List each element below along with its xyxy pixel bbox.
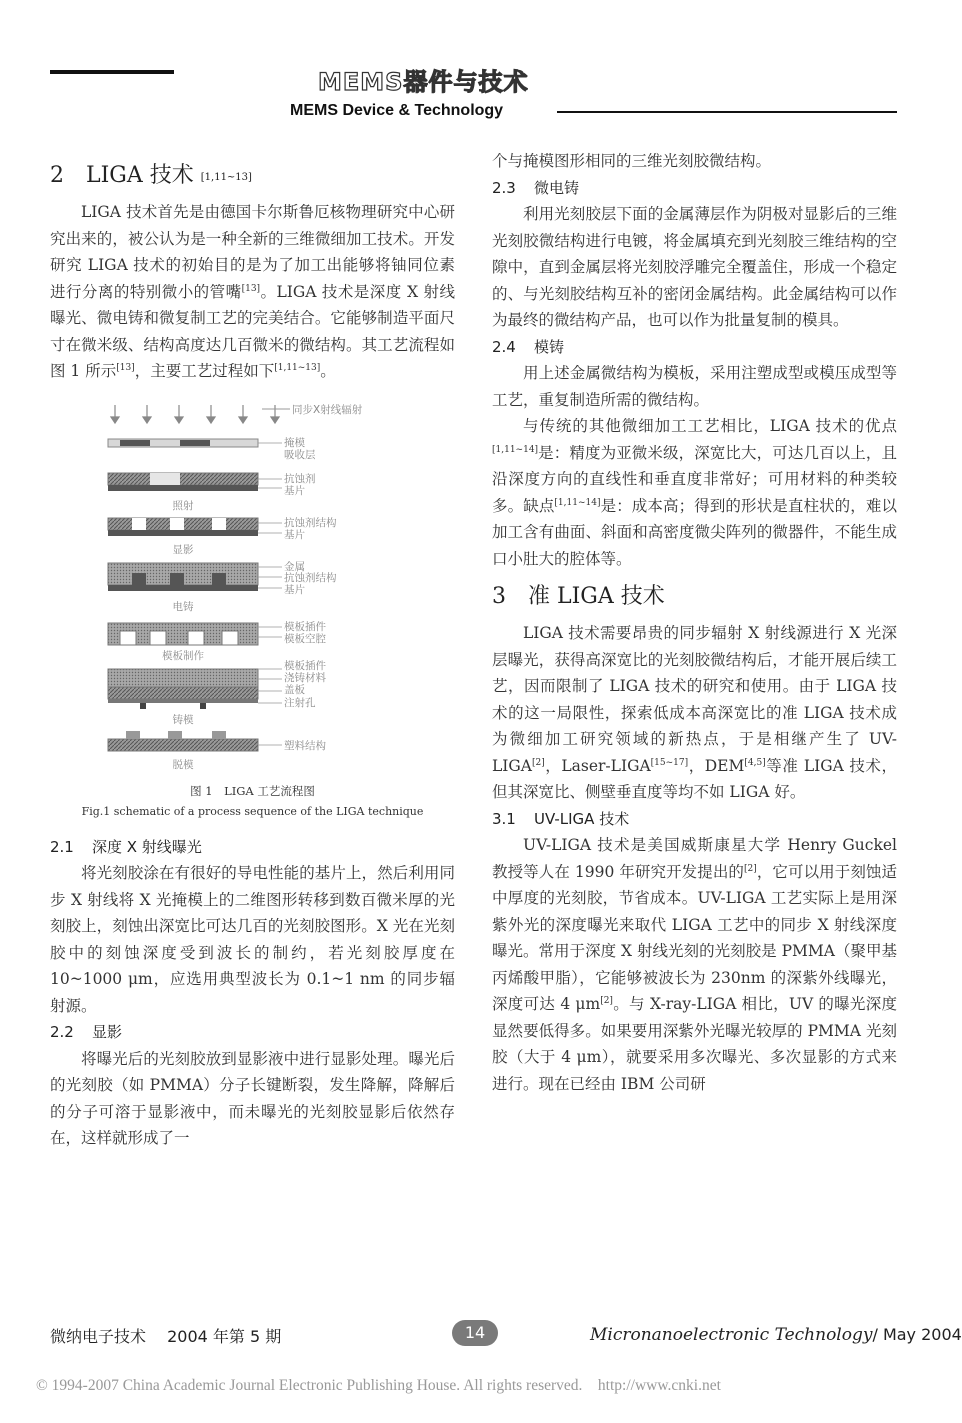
journal-title-en: MEMS Device & Technology <box>290 102 504 119</box>
copyright-notice: © 1994-2007 China Academic Journal Electronic Publishing House. All rights reserved. http://www.cnki.net <box>36 1377 721 1394</box>
section-2-paragraph <box>50 199 455 385</box>
advantages-paragraph <box>492 413 897 572</box>
citation: [2] <box>532 757 545 768</box>
section-number: 2.2 <box>50 1023 74 1041</box>
section-2-heading <box>50 159 455 193</box>
label-absorber: 吸收层 <box>284 448 316 461</box>
citation: [2] <box>744 863 757 874</box>
footer-date: / May 2004 <box>872 1325 962 1344</box>
citation: [15~17] <box>650 757 689 768</box>
section-2-4-paragraph: 用上述金属微结构为模板，采用注塑成型或模压成型等工艺，重复制造所需的微结构。 <box>492 364 897 409</box>
text: 与传统的其他微细加工工艺相比，LIGA 技术的优点 <box>523 417 897 435</box>
section-3-paragraph <box>492 620 897 806</box>
text: 。LIGA 技术是深度 X 射线曝光、微电铸和微复制工艺的完美结合。它能够制造平面尺寸在微米级、结构高度达几百微米的微结构。其工艺流程如图 1 所示 <box>50 282 455 380</box>
citation: [1,11~13] <box>274 363 321 373</box>
section-number: 2.4 <box>492 337 516 356</box>
step-casting: 铸模 <box>172 713 194 726</box>
label-cover-plate: 盖板 <box>284 683 305 696</box>
header-rule-left <box>50 70 174 74</box>
section-2-2-paragraph: 将曝光后的光刻胶放到显影液中进行显影处理。曝光后的光刻胶（如 PMMA）分子长键断裂，发生降解，降解后的分子可溶于显影液中，而未曝光的光刻胶显影后依然存在，这样就形成了一 <box>50 1049 455 1147</box>
section-title: 显影 <box>92 1023 123 1041</box>
right-column <box>492 148 897 1097</box>
citation: [13] <box>241 283 261 294</box>
label-substrate: 基片 <box>284 528 305 541</box>
text: 是：成本高；得到的形状是直柱状的，难以加工含有曲面、斜面和高密度微尖阵列的微器件，不能生成口小肚大的腔体等。 <box>492 496 897 568</box>
section-number: 3.1 <box>492 809 516 828</box>
footer-journal-en <box>590 1325 962 1345</box>
text: UV-LIGA 技术是美国威斯康星大学 Henry Guckel 教授等人在 1990 年研究开发提出的 <box>492 836 897 881</box>
section-3-heading: 3 准 LIGA 技术 <box>492 584 665 609</box>
left-column <box>50 155 455 1152</box>
label-mold-insert: 模板插件 <box>284 659 326 672</box>
text: ，DEM <box>688 756 745 775</box>
section-title: 模铸 <box>534 337 565 356</box>
liga-process-diagram <box>50 401 455 776</box>
step-develop: 显影 <box>172 543 194 556</box>
text: 等准 LIGA 技术，但其深宽比、侧壁垂直度等均不如 LIGA 好。 <box>492 756 897 801</box>
label-substrate: 基片 <box>284 583 305 596</box>
citation: [13] <box>116 363 135 373</box>
step-irradiate: 照射 <box>172 499 194 512</box>
text: 。 <box>320 362 336 380</box>
citation: [4,5] <box>744 757 766 768</box>
section-2-title: 2 LIGA 技术 <box>50 163 194 188</box>
label-substrate: 基片 <box>284 484 305 497</box>
text: 。与 X-ray-LIGA 相比，UV 的曝光深度显然要低得多。如果要用深紫外光曝光较厚的 PMMA 光刻胶（大于 4 μm），就要采用多次曝光、多次显影的方式来进行。现在已经由 IBM 公司研 <box>492 995 897 1093</box>
label-mask: 掩模 <box>284 436 305 449</box>
text: ，主要工艺过程如下 <box>134 362 275 380</box>
section-title: 深度 X 射线曝光 <box>92 837 202 856</box>
label-sync-xray: 同步X射线辐射 <box>292 403 363 416</box>
text: LIGA 技术首先是由德国卡尔斯鲁厄核物理研究中心研究出来的，被公认为是一种全新的三维微细加工技术。开发研究 LIGA 技术的初始目的是为了加工出能够将铀同位素进行分离的特别微小的管嘴 <box>50 203 455 301</box>
figure-1 <box>50 401 455 776</box>
section-number: 2.3 <box>492 178 516 197</box>
step-demold: 脱模 <box>172 758 194 771</box>
label-resist: 抗蚀剂 <box>284 472 316 485</box>
figure-caption-en: Fig.1 schematic of a process sequence of the LIGA technique <box>81 804 424 818</box>
label-mold-cavity: 模板空腔 <box>284 632 326 645</box>
step-mold-making: 模板制作 <box>162 649 204 662</box>
section-2-1-paragraph: 将光刻胶涂在有很好的导电性能的基片上，然后利用同步 X 射线将 X 光掩模上的二维图形转移到数百微米厚的光刻胶上，刻蚀出深宽比可达几百的光刻胶图形。X 光在光刻胶中的刻蚀深度受到波长的制约，若光刻胶厚度在 10~1000 μm，应选用典型波长为 0.1~1 nm 的同步辐射源。 <box>50 864 455 1015</box>
section-2-3-paragraph: 利用光刻胶层下面的金属薄层作为阴极对显影后的三维光刻胶微结构进行电镀，将金属填充到光刻胶三维结构的空隙中，直到金属层将光刻胶浮雕完全覆盖住，形成一个稳定的、与光刻胶结构互补的密闭金属结构。此金属结构可以作为最终的微结构产品，也可以作为批量复制的模具。 <box>492 205 897 329</box>
page-number: 14 <box>452 1320 498 1346</box>
text: 是：精度为亚微米级，深宽比大，可达几百以上，且沿深度方向的直线性和垂直度非常好；可用材料的种类较多。缺点 <box>492 443 897 515</box>
section-number: 2.1 <box>50 837 74 856</box>
journal-title-cn: MEMS器件与技术 <box>318 68 529 96</box>
footer-journal-name: Micronanoelectronic Technology <box>590 1325 873 1345</box>
label-plastic-structure: 塑料结构 <box>284 739 326 752</box>
footer-journal-issue: 微纳电子技术 2004 年第 5 期 <box>50 1327 282 1346</box>
section-2-3-heading <box>492 175 897 202</box>
section-2-ref: [1,11~13] <box>200 172 252 183</box>
figure-caption-cn: 图 1 LIGA 工艺流程图 <box>190 783 315 798</box>
section-2-4-heading <box>492 334 897 361</box>
label-mold-insert: 模板插件 <box>284 620 326 633</box>
citation: [1,11~14] <box>492 444 539 455</box>
citation: [2] <box>600 996 613 1006</box>
section-2-1-heading <box>50 834 455 861</box>
section-3-1-paragraph <box>492 832 897 1097</box>
text: ，它可以用于刻蚀适中厚度的光刻胶，节省成本。UV-LIGA 工艺实际上是用深紫外光的深度曝光来取代 LIGA 工艺中的同步 X 射线深度曝光。常用于深度 X 射线光刻的光刻胶是 PMMA（聚甲基丙烯酸甲脂），它能够被波长为 230nm 的深紫外线曝光，深度可达 4 μm <box>492 862 897 1013</box>
citation: [1,11~14] <box>554 497 601 508</box>
label-metal: 金属 <box>284 560 305 573</box>
section-title: UV-LIGA 技术 <box>534 809 630 828</box>
section-3-1-heading <box>492 806 897 833</box>
label-injection-hole: 注射孔 <box>284 696 316 709</box>
section-title: 微电铸 <box>534 178 580 197</box>
label-resist-structure: 抗蚀剂结构 <box>284 571 337 584</box>
label-resist-structure: 抗蚀剂结构 <box>284 516 337 529</box>
continued-paragraph: 个与掩模图形相同的三维光刻胶微结构。 <box>492 152 772 170</box>
text: LIGA 技术需要昂贵的同步辐射 X 射线源进行 X 光深层曝光，获得高深宽比的光刻胶微结构后，才能开展后续工艺，因而限制了 LIGA 技术的研究和使用。由于 LIGA 技术的这一局限性，探索低成本高深宽比的准 LIGA 技术成为微细加工研究领域的新热点，于是相继产生了 UV-LIGA <box>492 624 897 775</box>
section-2-2-heading <box>50 1019 455 1046</box>
label-casting-material: 浇铸材料 <box>284 671 326 684</box>
step-electroform: 电铸 <box>172 600 194 613</box>
header-rule-right <box>557 111 897 113</box>
text: ，Laser-LIGA <box>544 756 651 775</box>
